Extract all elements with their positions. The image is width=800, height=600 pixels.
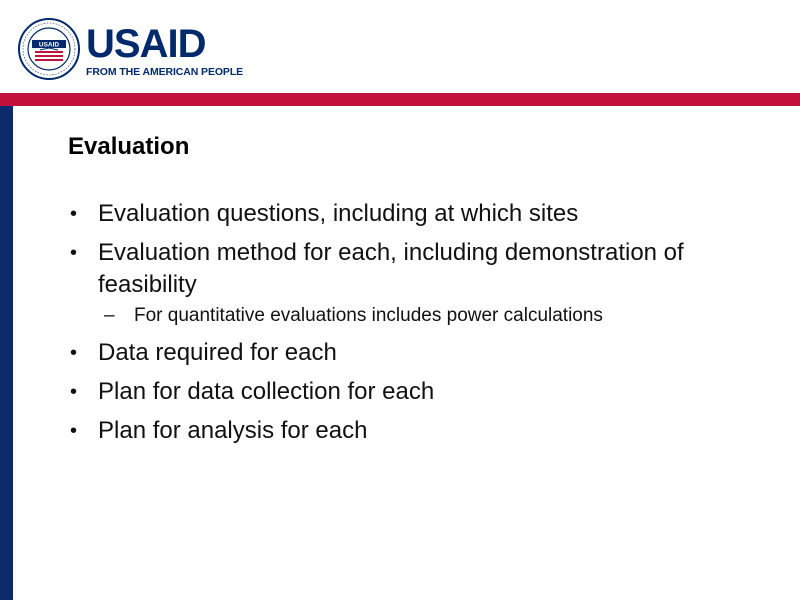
dash-icon: – [104, 305, 115, 326]
bullet-icon: • [70, 242, 78, 264]
bullet-text: Plan for data collection for each [98, 378, 435, 405]
bullet-icon: • [70, 381, 78, 403]
left-navy-sidebar [0, 106, 13, 600]
bullet-item [68, 237, 748, 301]
bullet-text: Evaluation questions, including at which sites [98, 200, 579, 227]
slide-header [0, 0, 800, 93]
slide-title: Evaluation [68, 133, 190, 160]
bullet-item [68, 198, 748, 230]
bullet-icon: • [70, 342, 78, 364]
sub-bullet-item [68, 303, 748, 329]
usaid-tagline: FROM THE AMERICAN PEOPLE [86, 66, 244, 78]
bullet-item [68, 415, 748, 447]
usaid-seal-icon [18, 18, 80, 80]
bullet-item [68, 376, 748, 408]
bullet-item [68, 337, 748, 369]
bullet-text: Data required for each [98, 339, 337, 366]
header-red-band [0, 93, 800, 106]
sub-bullet-text: For quantitative evaluations includes power calculations [134, 305, 603, 326]
bullet-text: Plan for analysis for each [98, 417, 368, 444]
bullet-icon: • [70, 203, 78, 225]
bullet-icon: • [70, 420, 78, 442]
usaid-wordmark [86, 24, 243, 78]
usaid-logo-text: USAID [86, 22, 206, 66]
bullet-text: Evaluation method for each, including demonstration of feasibility [98, 239, 684, 298]
svg-text:USAID: USAID [38, 41, 60, 49]
bullet-list [68, 198, 748, 454]
